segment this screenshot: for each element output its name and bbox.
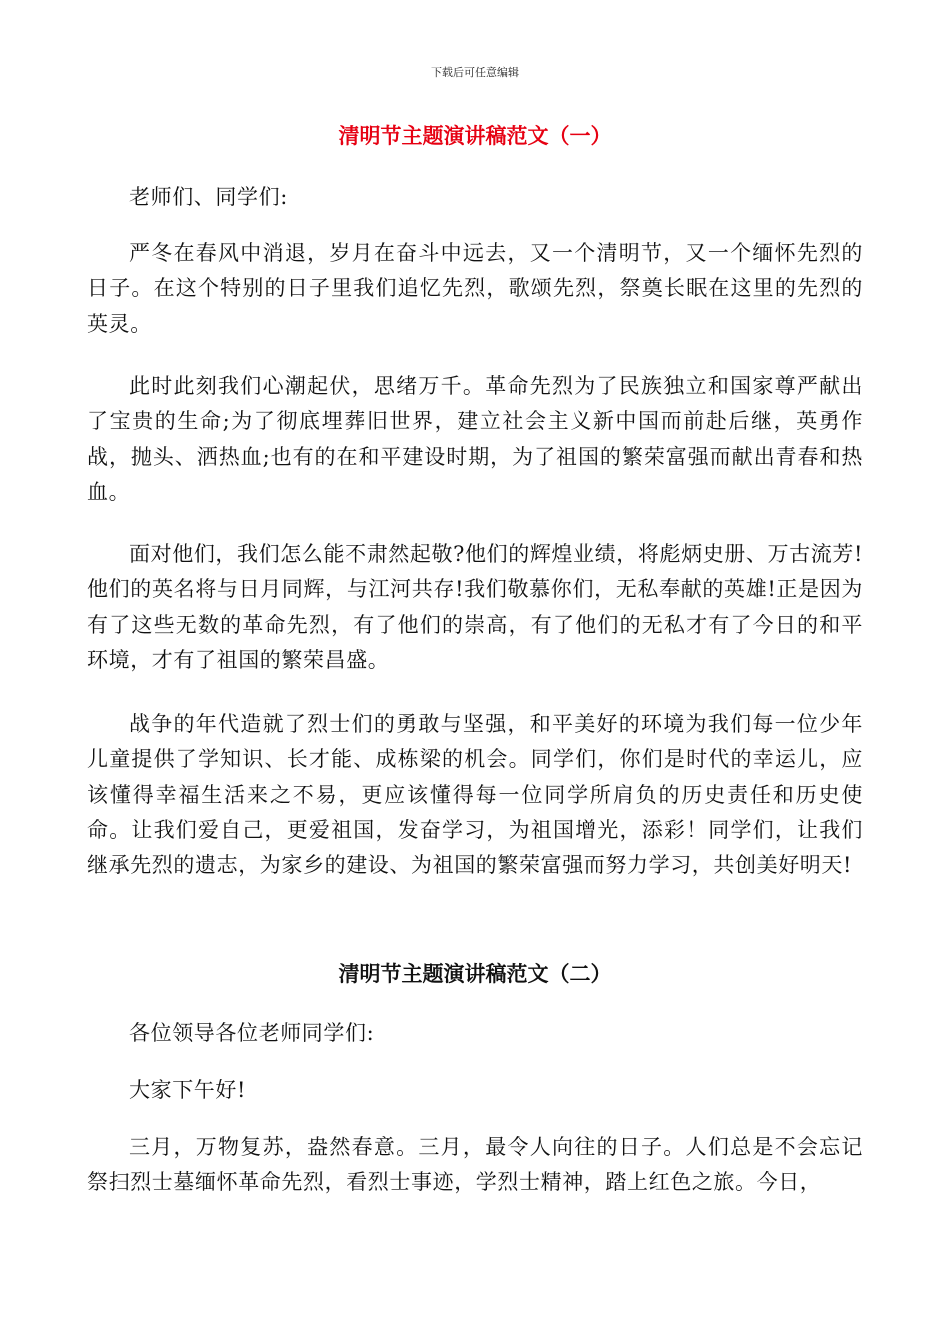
section-one-paragraph: 此时此刻我们心潮起伏，思绪万千。革命先烈为了民族独立和国家尊严献出了宝贵的生命;为了彻底埋葬旧世界，建立社会主义新中国而前赴后继，英勇作战，抛头、洒热血;也有的在和平建设时期，为了祖国的繁荣富强而献出青春和热血。 — [87, 374, 863, 504]
section-two-salutation: 各位领导各位老师同学们: — [129, 1021, 375, 1045]
header-note: 下载后可任意编辑 — [431, 66, 519, 79]
section-two-paragraph: 三月，万物复苏，盎然春意。三月，最令人向往的日子。人们总是不会忘记祭扫烈士墓缅怀革命先烈，看烈士事迹，学烈士精神，踏上红色之旅。今日， — [87, 1135, 863, 1195]
section-one-paragraph: 战争的年代造就了烈士们的勇敢与坚强，和平美好的环境为我们每一位少年儿童提供了学知识、长才能、成栋梁的机会。同学们，你们是时代的幸运儿，应该懂得幸福生活来之不易，更应该懂得每一位同学所肩负的历史责任和历史使命。让我们爱自己，更爱祖国，发奋学习，为祖国增光，添彩！同学们，让我们继承先烈的遗志，为家乡的建设、为祖国的繁荣富强而努力学习，共创美好明天! — [87, 712, 863, 878]
section-one-salutation: 老师们、同学们: — [129, 185, 288, 209]
section-one-paragraph: 严冬在春风中消退，岁月在奋斗中远去，又一个清明节，又一个缅怀先烈的日子。在这个特别的日子里我们追忆先烈，歌颂先烈，祭奠长眠在这里的先烈的英灵。 — [87, 241, 863, 336]
section-one-title: 清明节主题演讲稿范文（一） — [338, 123, 612, 148]
section-one-paragraph: 面对他们，我们怎么能不肃然起敬?他们的辉煌业绩，将彪炳史册、万古流芳!他们的英名将与日月同辉，与江河共存!我们敬慕你们，无私奉献的英雄!正是因为有了这些无数的革命先烈，有了他们的崇高，有了他们的无私才有了今日的和平环境，才有了祖国的繁荣昌盛。 — [87, 542, 863, 672]
section-two-title: 清明节主题演讲稿范文（二） — [338, 961, 612, 986]
section-two-greeting: 大家下午好! — [129, 1078, 247, 1102]
